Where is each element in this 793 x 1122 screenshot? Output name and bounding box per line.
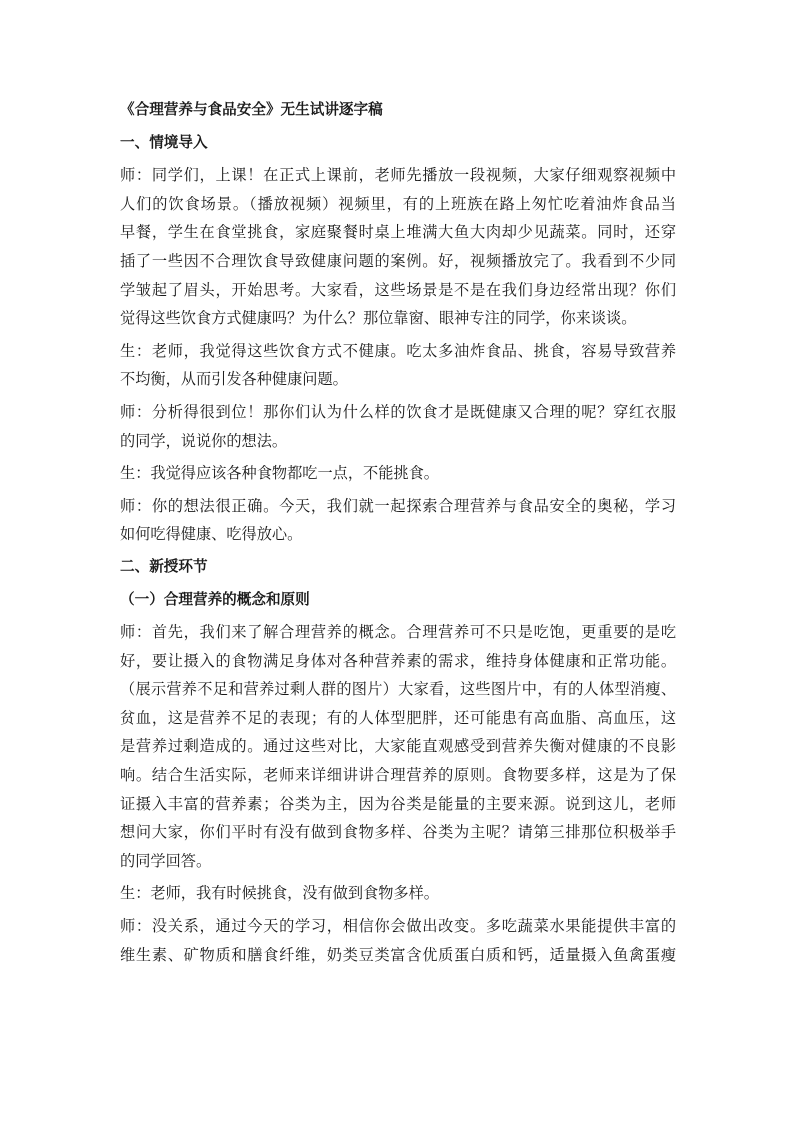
paragraph-teacher-5 bbox=[120, 912, 676, 969]
text-line: 贫血，这是营养不足的表现；有的人体型肥胖，还可能患有高血脂、高血压，这 bbox=[120, 708, 676, 727]
subsection-heading-principles: （一）合理营养的概念和原则 bbox=[120, 590, 310, 608]
text-line: 学皱起了眉头，开始思考。大家看，这些场景是不是在我们身边经常出现？你们 bbox=[120, 280, 676, 299]
text-line: 如何吃得健康、吃得放心。 bbox=[120, 525, 303, 544]
text-line: 师：首先，我们来了解合理营养的概念。合理营养可不只是吃饱，更重要的是吃 bbox=[120, 623, 676, 642]
text-line: 维生素、矿物质和膳食纤维，奶类豆类富含优质蛋白质和钙，适量摄入鱼禽蛋瘦 bbox=[120, 945, 676, 964]
section-heading-intro: 一、情境导入 bbox=[120, 133, 208, 151]
text-line: 好，要让摄入的食物满足身体对各种营养素的需求，维持身体健康和正常功能。 bbox=[120, 651, 676, 670]
text-line: 觉得这些饮食方式健康吗？为什么？那位靠窗、眼神专注的同学，你来谈谈。 bbox=[120, 309, 637, 328]
text-line: 想问大家，你们平时有没有做到食物多样、谷类为主呢？请第三排那位积极举手 bbox=[120, 823, 676, 842]
document-page bbox=[120, 96, 676, 969]
text-line: （展示营养不足和营养过剩人群的图片）大家看，这些图片中，有的人体型消瘦、 bbox=[120, 680, 676, 699]
paragraph-student-2 bbox=[120, 459, 676, 488]
paragraph-student-1 bbox=[120, 337, 676, 394]
text-line: 师：你的想法很正确。今天，我们就一起探索合理营养与食品安全的奥秘，学习 bbox=[120, 496, 676, 515]
paragraph-teacher-3 bbox=[120, 492, 676, 549]
text-line: 的同学，说说你的想法。 bbox=[120, 431, 288, 450]
section-heading-new-lesson: 二、新授环节 bbox=[120, 557, 208, 575]
paragraph-teacher-2 bbox=[120, 398, 676, 455]
document-title: 《合理营养与食品安全》无生试讲逐字稿 bbox=[120, 101, 383, 118]
text-line: 师：分析得很到位！那你们认为什么样的饮食才是既健康又合理的呢？穿红衣服 bbox=[120, 402, 676, 421]
text-line: 的同学回答。 bbox=[120, 851, 212, 870]
text-line: 师：没关系，通过今天的学习，相信你会做出改变。多吃蔬菜水果能提供丰富的 bbox=[120, 917, 676, 936]
paragraph-student-3 bbox=[120, 879, 676, 908]
paragraph-teacher-4 bbox=[120, 618, 676, 875]
paragraph-teacher-1 bbox=[120, 161, 676, 333]
text-line: 生：老师，我觉得这些饮食方式不健康。吃太多油炸食品、挑食，容易导致营养 bbox=[120, 341, 676, 360]
text-line: 早餐，学生在食堂挑食，家庭聚餐时桌上堆满大鱼大肉却少见蔬菜。同时，还穿 bbox=[120, 223, 676, 242]
text-line: 证摄入丰富的营养素；谷类为主，因为谷类是能量的主要来源。说到这儿，老师 bbox=[120, 794, 676, 813]
text-line: 生：老师，我有时候挑食，没有做到食物多样。 bbox=[120, 884, 439, 903]
text-line: 人们的饮食场景。（播放视频）视频里，有的上班族在路上匆忙吃着油炸食品当 bbox=[120, 194, 676, 213]
text-line: 生：我觉得应该各种食物都吃一点，不能挑食。 bbox=[120, 464, 439, 483]
text-line: 是营养过剩造成的。通过这些对比，大家能直观感受到营养失衡对健康的不良影 bbox=[120, 737, 676, 756]
text-line: 插了一些因不合理饮食导致健康问题的案例。好，视频播放完了。我看到不少同 bbox=[120, 251, 676, 270]
text-line: 师：同学们，上课！在正式上课前，老师先播放一段视频，大家仔细观察视频中 bbox=[120, 166, 676, 185]
text-line: 不均衡，从而引发各种健康问题。 bbox=[120, 370, 348, 389]
text-line: 响。结合生活实际，老师来详细讲讲合理营养的原则。食物要多样，这是为了保 bbox=[120, 766, 676, 785]
